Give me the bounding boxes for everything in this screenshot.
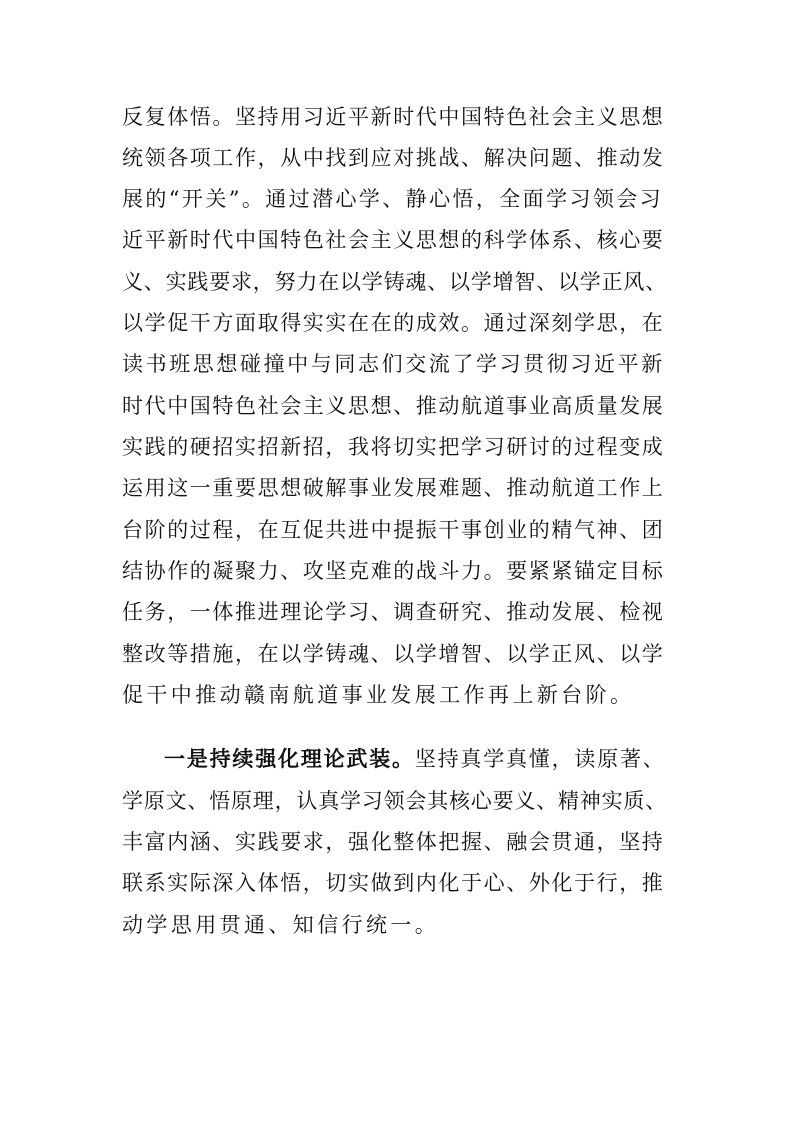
paragraph-2-line-1 <box>164 739 667 779</box>
paragraph-1-line-15: 促干中推动赣南航道事业发展工作再上新台阶。 <box>122 683 635 707</box>
paragraph-1-line-12: 结协作的凝聚力、攻坚克难的战斗力。要紧紧锚定目标 <box>122 559 665 583</box>
paragraph-1-line-1: 反复体悟。坚持用习近平新时代中国特色社会主义思想 <box>122 105 665 129</box>
paragraph-1-line-6: 以学促干方面取得实实在在的成效。通过深刻学思，在 <box>122 311 665 335</box>
paragraph-1-line-5: 义、实践要求，努力在以学铸魂、以学增智、以学正风、 <box>122 270 667 294</box>
paragraph-1-line-3: 展的“开关”。通过潜心学、静心悟，全面学习领会习 <box>122 187 664 211</box>
paragraph-2-line-3: 丰富内涵、实践要求，强化整体把握、融会贯通，坚持 <box>122 830 665 854</box>
paragraph-1-line-4: 近平新时代中国特色社会主义思想的科学体系、核心要 <box>122 228 665 252</box>
paragraph-2-line-2: 学原文、悟原理，认真学习领会其核心要义、精神实质、 <box>122 789 667 813</box>
paragraph-1-line-10: 运用这一重要思想破解事业发展难题、推动航道工作上 <box>122 476 665 500</box>
paragraph-1-line-9: 实践的硬招实招新招，我将切实把学习研讨的过程变成 <box>122 435 665 459</box>
paragraph-1-line-7: 读书班思想碰撞中与同志们交流了学习贯彻习近平新 <box>122 352 665 376</box>
paragraph-2-line-1-rest: 坚持真学真懂，读原著、 <box>414 747 666 771</box>
paragraph-2-line-4: 联系实际深入体悟，切实做到内化于心、外化于行，推 <box>122 871 665 895</box>
paragraph-1-line-8: 时代中国特色社会主义思想、推动航道事业高质量发展 <box>122 394 665 418</box>
paragraph-2-lead-heading: 一是持续强化理论武装。 <box>164 747 415 771</box>
paragraph-1-line-14: 整改等措施，在以学铸魂、以学增智、以学正风、以学 <box>122 642 665 666</box>
paragraph-1-line-11: 台阶的过程，在互促共进中提振干事创业的精气神、团 <box>122 518 665 542</box>
paragraph-1-line-2: 统领各项工作，从中找到应对挑战、解决问题、推动发 <box>122 146 665 170</box>
paragraph-2-line-5: 动学思用贯通、知信行统一。 <box>122 913 440 937</box>
paragraph-1-line-13: 任务，一体推进理论学习、调查研究、推动发展、检视 <box>122 600 665 624</box>
